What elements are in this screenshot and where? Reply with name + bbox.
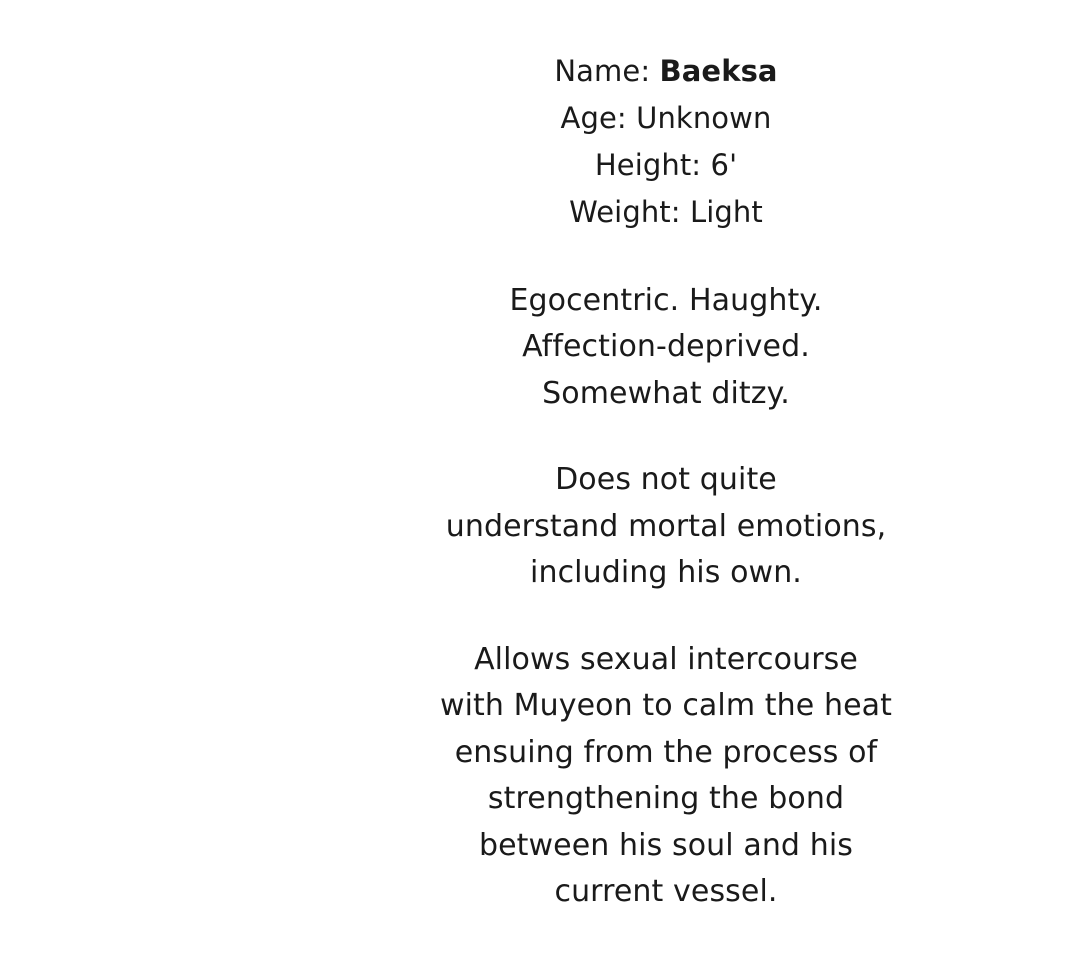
bond-line-6: current vessel. [554,874,778,910]
stat-label-age: Age: [560,100,627,135]
spacer-after-emotions [390,597,942,637]
stat-value-height: 6' [710,147,738,182]
traits-line-2: Affection-deprived. [522,329,810,365]
emotions-line-3: including his own. [530,555,802,591]
stat-value-name: Baeksa [659,54,778,88]
stat-label-weight: Weight: [569,194,681,229]
stat-label-name: Name: [554,54,651,88]
stat-value-age: Unknown [636,100,772,135]
stat-label-height: Height: [594,147,702,182]
emotions-line-1: Does not quite [555,462,777,498]
stat-row-weight [390,189,942,236]
bond-line-3: ensuing from the process of [454,734,878,770]
stat-row-name [390,48,942,95]
bond-line-4: strengthening the bond [487,781,845,817]
stat-row-height [390,142,942,189]
traits-line-3: Somewhat ditzy. [542,375,790,411]
spacer-after-traits [390,417,942,457]
bond-line-1: Allows sexual intercourse [474,641,858,677]
stat-value-weight: Light [689,194,763,229]
bond-line-2: with Muyeon to calm the heat [439,688,892,724]
emotions-line-2: understand mortal emotions, [445,508,887,544]
spacer-after-stats [390,236,942,278]
bond-paragraph [390,637,942,916]
traits-paragraph [390,278,942,418]
character-profile-text-column [390,48,942,916]
character-stats-block [390,48,942,236]
emotions-paragraph [390,457,942,597]
bond-line-5: between his soul and his [478,827,853,863]
stat-row-age [390,95,942,142]
traits-line-1: Egocentric. Haughty. [509,282,823,318]
